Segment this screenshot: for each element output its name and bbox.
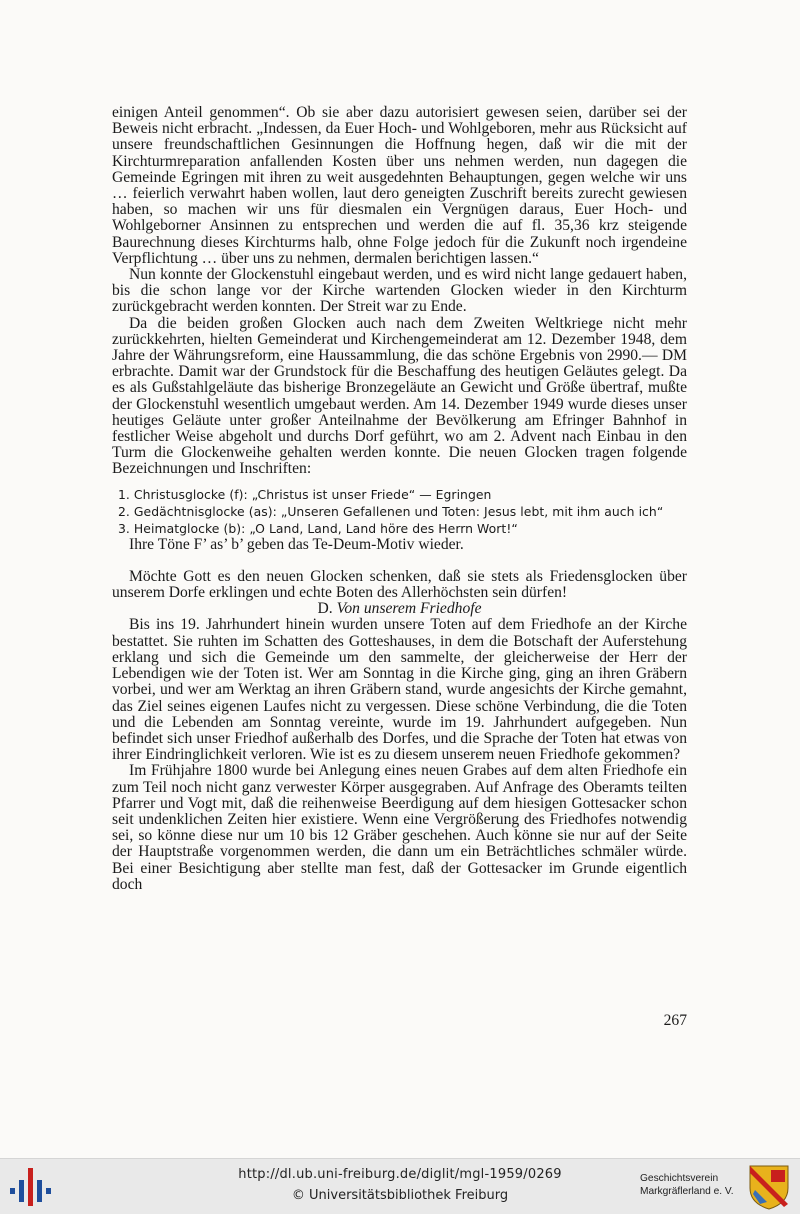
paragraph: Da die beiden großen Glocken auch nach dem Zweiten Weltkriege nicht mehr zurückkehrten, hielten Gemeinderat und Kirchengemeinderat am 12. Dezember 1948, dem Jahre der Währungsreform, eine Haussammlung, die das schöne Ergebnis von 2990.— DM erbrachte. Damit war der Grundstock für die Beschaffung des heutigen Geläutes gelegt. Da es als Gußstahlgeläute das bisherige Bronzegeläute an Gewicht und Größe übertraf, mußte der Glockenstuhl wesentlich umgebaut werden. Am 14. Dezember 1949 wurde dieses unser heutiges Geläute unter großer Anteilnahme der Bevölkerung am Efringer Bahnhof in festlicher Weise abgeholt und durchs Dorf geführt, wo am 2. Advent nach Einbau in den Turm die Glockenweihe gehalten werden konnte. Die neuen Glocken tragen folgende Bezeichnungen und Inschriften: [112, 314, 687, 478]
paragraph: Bis ins 19. Jahrhundert hinein wurden unsere Toten auf dem Friedhofe an der Kirche bestattet. Sie ruhten im Schatten des Gotteshauses, in dem die Botschaft der Auferstehung erklang und sich die Gemeinde um den sammelte, der gleicherweise der Herr der Lebendigen wie der Toten ist. Wer am Sonntag in die Kirche ging, ging an ihren Gräbern vorbei, und wer am Werktag an ihren Gräbern stand, wurde angesichts der Kirche gemahnt, das Ziel seines eigenen Laufes nicht zu vergessen. Diese schöne Verbindung, die die Toten und die Lebenden am Sonntag vereinte, wurde im 19. Jahrhundert aufgegeben. Nun befindet sich unser Friedhof außerhalb des Dorfes, und die Sprache der Toten hat etwas von ihrer Eindringlichkeit verloren. Wie ist es zu diesem unserem neuen Friedhofe gekommen? [112, 616, 687, 764]
paragraph: Nun konnte der Glockenstuhl eingebaut werden, und es wird nicht lange gedauert haben, bis die schon lange vor der Kirche wartenden Glocken wieder in den Kirchturm zurückgebracht werden konnten. Der Streit war zu Ende. [112, 266, 687, 316]
bell-item: 3. Heimatglocke (b): „O Land, Land, Land höre des Herrn Wort!“ [118, 520, 518, 536]
paragraph: einigen Anteil genommen“. Ob sie aber dazu autorisiert gewesen seien, darüber sei der Beweis nicht erbracht. „Indessen, da Euer Hoch- und Wohlgeboren, mehr aus Rücksicht auf unsere freundschaftlichen Gesinnungen die Hoffnung hegen, daß wir die mit der Kirchturmreparation anfallenden Kosten über uns nehmen werden, nun dagegen die Gemeinde Egringen mit ihren zu weit ausgedehnten Behauptungen, gegen welche wir uns … feierlich verwahrt haben wollen, laut dero geneigten Zuschrift bereits zurecht gewiesen haben, so machen wir uns für diesmalen ein Vergnügen daraus, Euer Hoch- und Wohlgeborner Ansinnen zu entsprechen und werden die auf fl. 35,36 krz steigende Baurechnung dieses Kirchturms halb, ohne Folge jedoch für die Zukunft noch irgendeine Verpflichtung … über uns zu nehmen, dermalen berichtigen lassen.“ [112, 104, 687, 267]
footer-bar [0, 1158, 800, 1214]
sponsor-line: Geschichtsverein [640, 1173, 719, 1184]
page-body [112, 105, 687, 893]
coat-of-arms-icon [748, 1164, 790, 1210]
paragraph: Im Frühjahre 1800 wurde bei Anlegung eines neuen Grabes auf dem alten Friedhofe ein zum Teil noch nicht ganz verwester Körper ausgegraben. Auf Anfrage des Oberamts teilten Pfarrer und Vogt mit, daß die reihenweise Beerdigung auf dem hiesigen Gottesacker schon seit undenklichen Zeiten hier existiere. Wenn eine Vergrößerung des Friedhofes notwendig sei, so könne diese nur um 10 bis 12 Gräber geschehen. Auch könne sie nur auf der Seite der Hauptstraße vorgenommen werden, die dann um ein Beträchtliches schmäler würde. Bei einer Besichtigung aber stellte man fest, daß der Gottesacker im Grunde eigentlich doch [112, 762, 687, 893]
permalink[interactable]: http://dl.ub.uni-freiburg.de/diglit/mgl-1959/0269 [238, 1167, 562, 1182]
bell-item: 1. Christusglocke (f): „Christus ist unser Friede“ — Egringen [118, 486, 492, 502]
bell-list [112, 486, 687, 537]
sponsor-name [640, 1172, 734, 1198]
bell-item: 2. Gedächtnisglocke (as): „Unseren Gefallenen und Toten: Jesus lebt, mit ihm auch ich“ [118, 503, 664, 519]
page-number: 267 [663, 1012, 687, 1029]
section-letter: D. [317, 600, 333, 618]
section-heading [112, 601, 687, 617]
copyright-notice: © Universitätsbibliothek Freiburg [291, 1188, 509, 1203]
section-title: Von unserem Friedhofe [336, 600, 482, 618]
sponsor-line: Markgräflerland e. V. [640, 1186, 734, 1197]
bell-tones-note: Ihre Töne F’ as’ b’ geben das Te-Deum-Motiv wieder. [129, 535, 464, 553]
paragraph: Möchte Gott es den neuen Glocken schenken, daß sie stets als Friedensglocken über unserem Dorfe erklingen und echte Boten des Allerhöchsten sein dürfen! [112, 567, 687, 602]
